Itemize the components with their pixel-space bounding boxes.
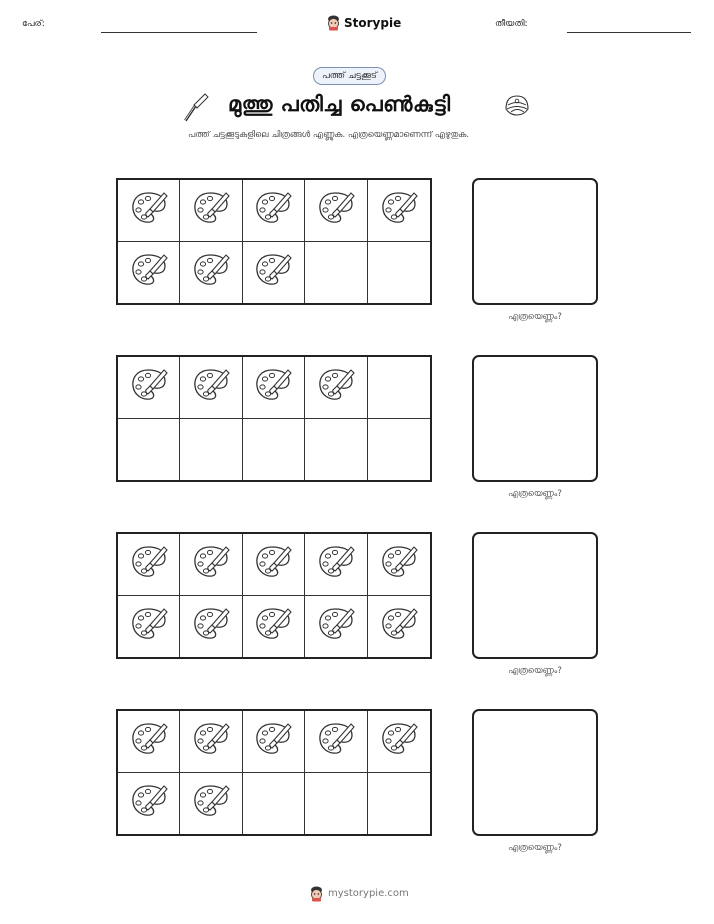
palette-icon [253, 719, 293, 763]
palette-icon [191, 542, 231, 586]
palette-icon [316, 365, 356, 409]
how-many-prompt: എത്രയെണ്ണം? [508, 843, 562, 853]
ten-frame-cell [118, 534, 180, 596]
palette-icon [253, 250, 293, 294]
ten-frame-cell [118, 180, 180, 242]
ten-frame-cell [243, 773, 305, 835]
brand-name: Storypie [344, 15, 402, 30]
turban-icon [503, 92, 531, 120]
ten-frame-cell [243, 180, 305, 242]
storypie-mascot-icon [309, 885, 324, 902]
palette-icon [316, 719, 356, 763]
footer-url: mystorypie.com [328, 888, 409, 899]
date-label: തീയതി: [495, 19, 528, 29]
palette-icon [379, 542, 419, 586]
ten-frame-cell [243, 357, 305, 419]
answer-box[interactable] [472, 532, 598, 659]
ten-frame-cell [305, 596, 367, 658]
ten-frame-cell [180, 242, 242, 304]
topic-badge: പത്ത് ചട്ടക്കൂട് [313, 67, 386, 85]
palette-icon [129, 604, 169, 648]
name-line[interactable] [101, 32, 257, 33]
ten-frame-cell [305, 419, 367, 481]
ten-frame [116, 532, 432, 659]
palette-icon [191, 188, 231, 232]
ten-frame-cell [243, 534, 305, 596]
ten-frame-cell [118, 773, 180, 835]
ten-frame-cell [368, 357, 430, 419]
ten-frame-cell [180, 534, 242, 596]
ten-frame-cell [243, 711, 305, 773]
ten-frame-cell [118, 711, 180, 773]
palette-icon [191, 604, 231, 648]
name-label: പേര്: [22, 19, 45, 29]
how-many-prompt: എത്രയെണ്ണം? [508, 312, 562, 322]
ten-frame-cell [368, 242, 430, 304]
how-many-prompt: എത്രയെണ്ണം? [508, 489, 562, 499]
how-many-prompt: എത്രയെണ്ണം? [508, 666, 562, 676]
ten-frame-cell [368, 180, 430, 242]
palette-icon [316, 188, 356, 232]
ten-frame-cell [180, 180, 242, 242]
ten-frame-cell [118, 242, 180, 304]
storypie-mascot-icon [326, 14, 341, 31]
ten-frame-cell [180, 419, 242, 481]
ten-frame [116, 355, 432, 482]
ten-frame-cell [368, 419, 430, 481]
palette-icon [253, 188, 293, 232]
paintbrush-icon [183, 92, 209, 124]
ten-frame-cell [118, 596, 180, 658]
ten-frame-cell [180, 357, 242, 419]
palette-icon [253, 604, 293, 648]
palette-icon [253, 365, 293, 409]
ten-frame [116, 178, 432, 305]
ten-frame [116, 709, 432, 836]
answer-box[interactable] [472, 178, 598, 305]
ten-frame-cell [305, 773, 367, 835]
ten-frame-cell [118, 419, 180, 481]
palette-icon [379, 188, 419, 232]
ten-frame-cell [243, 419, 305, 481]
palette-icon [316, 542, 356, 586]
ten-frame-cell [118, 357, 180, 419]
answer-box[interactable] [472, 355, 598, 482]
palette-icon [129, 365, 169, 409]
palette-icon [253, 542, 293, 586]
ten-frame-cell [180, 711, 242, 773]
palette-icon [129, 719, 169, 763]
answer-box[interactable] [472, 709, 598, 836]
date-line[interactable] [567, 32, 691, 33]
palette-icon [129, 250, 169, 294]
palette-icon [379, 719, 419, 763]
palette-icon [191, 365, 231, 409]
ten-frame-cell [368, 711, 430, 773]
palette-icon [129, 188, 169, 232]
ten-frame-cell [305, 242, 367, 304]
brand-logo [326, 14, 401, 31]
ten-frame-cell [368, 534, 430, 596]
palette-icon [316, 604, 356, 648]
ten-frame-cell [243, 596, 305, 658]
palette-icon [129, 542, 169, 586]
ten-frame-cell [368, 596, 430, 658]
ten-frame-cell [305, 357, 367, 419]
ten-frame-cell [305, 180, 367, 242]
palette-icon [191, 719, 231, 763]
page-title: മുത്തു പതിച്ച പെൺകുട്ടി [228, 92, 451, 116]
ten-frame-cell [243, 242, 305, 304]
ten-frame-cell [368, 773, 430, 835]
palette-icon [191, 781, 231, 825]
ten-frame-cell [305, 711, 367, 773]
ten-frame-cell [305, 534, 367, 596]
palette-icon [379, 604, 419, 648]
palette-icon [191, 250, 231, 294]
palette-icon [129, 781, 169, 825]
instructions: പത്ത് ചട്ടക്കൂടുകളിലെ ചിത്രങ്ങൾ എണ്ണുക. എത്രയെണ്ണമാണെന്ന് എഴുതുക. [188, 130, 470, 140]
ten-frame-cell [180, 773, 242, 835]
footer [309, 885, 409, 902]
ten-frame-cell [180, 596, 242, 658]
